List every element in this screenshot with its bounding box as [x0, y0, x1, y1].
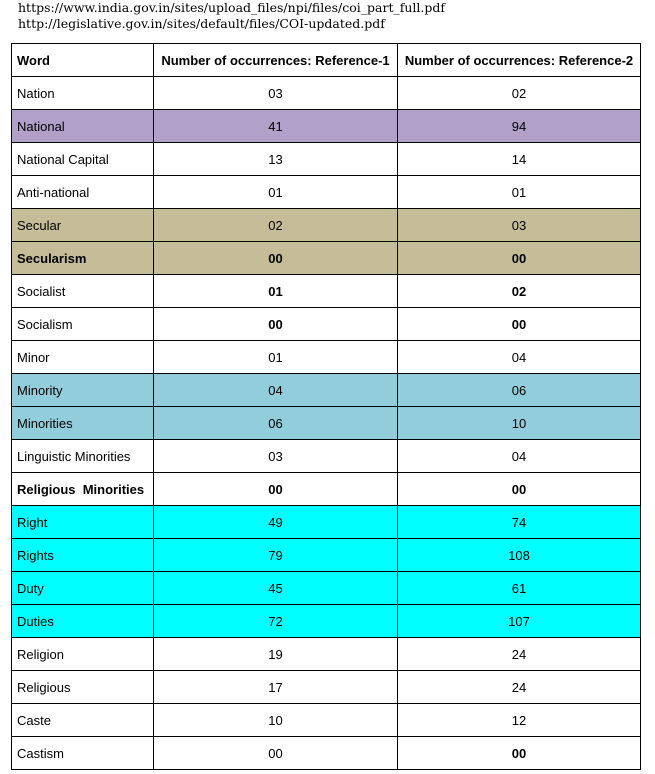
- ref1-cell: 17: [154, 671, 398, 704]
- table-row: [12, 506, 641, 539]
- ref2-cell: 00: [398, 473, 641, 506]
- word-cell: Socialism: [12, 308, 154, 341]
- ref1-cell: 01: [154, 341, 398, 374]
- ref1-cell: 19: [154, 638, 398, 671]
- word-cell: Linguistic Minorities: [12, 440, 154, 473]
- ref2-cell: 00: [398, 242, 641, 275]
- ref1-cell: 45: [154, 572, 398, 605]
- word-cell: National Capital: [12, 143, 154, 176]
- word-cell: Minority: [12, 374, 154, 407]
- ref2-cell: 14: [398, 143, 641, 176]
- table-row: [12, 308, 641, 341]
- table-header-row: [12, 44, 641, 77]
- ref1-cell: 10: [154, 704, 398, 737]
- ref2-cell: 02: [398, 275, 641, 308]
- ref2-cell: 03: [398, 209, 641, 242]
- ref2-cell: 01: [398, 176, 641, 209]
- word-cell: Secularism: [12, 242, 154, 275]
- word-cell: Socialist: [12, 275, 154, 308]
- ref2-cell: 107: [398, 605, 641, 638]
- ref2-cell: 61: [398, 572, 641, 605]
- table-row: [12, 473, 641, 506]
- ref2-cell: 108: [398, 539, 641, 572]
- ref2-cell: 04: [398, 341, 641, 374]
- table-row: [12, 704, 641, 737]
- ref1-cell: 00: [154, 308, 398, 341]
- ref1-cell: 06: [154, 407, 398, 440]
- ref1-cell: 00: [154, 473, 398, 506]
- table-row: [12, 341, 641, 374]
- ref1-cell: 02: [154, 209, 398, 242]
- word-cell: Minor: [12, 341, 154, 374]
- ref1-cell: 00: [154, 242, 398, 275]
- ref2-cell: 04: [398, 440, 641, 473]
- table-row: [12, 539, 641, 572]
- ref1-cell: 41: [154, 110, 398, 143]
- word-cell: Duty: [12, 572, 154, 605]
- ref2-cell: 00: [398, 308, 641, 341]
- reference-link-1[interactable]: https://www.india.gov.in/sites/upload_files/npi/files/coi_part_full.pdf: [18, 0, 446, 15]
- table-row: [12, 671, 641, 704]
- word-cell: Religious: [12, 671, 154, 704]
- ref1-cell: 03: [154, 77, 398, 110]
- header-word: Word: [12, 44, 154, 77]
- ref2-cell: 02: [398, 77, 641, 110]
- word-cell: Caste: [12, 704, 154, 737]
- ref2-cell: 24: [398, 671, 641, 704]
- ref2-cell: 74: [398, 506, 641, 539]
- ref1-cell: 13: [154, 143, 398, 176]
- ref2-cell: 00: [398, 737, 641, 770]
- ref1-cell: 00: [154, 737, 398, 770]
- ref1-cell: 01: [154, 275, 398, 308]
- table-row: [12, 77, 641, 110]
- word-cell: Nation: [12, 77, 154, 110]
- table-row: [12, 440, 641, 473]
- word-occurrence-table: [11, 43, 641, 770]
- ref1-cell: 79: [154, 539, 398, 572]
- table-row: [12, 374, 641, 407]
- ref2-cell: 10: [398, 407, 641, 440]
- word-cell: Anti-national: [12, 176, 154, 209]
- table-row: [12, 242, 641, 275]
- header-reference-2: Number of occurrences: Reference-2: [398, 44, 641, 77]
- word-cell: Right: [12, 506, 154, 539]
- ref1-cell: 49: [154, 506, 398, 539]
- word-cell: Minorities: [12, 407, 154, 440]
- reference-link-2[interactable]: http://legislative.gov.in/sites/default/files/COI-updated.pdf: [18, 16, 385, 31]
- ref1-cell: 03: [154, 440, 398, 473]
- table-row: [12, 737, 641, 770]
- ref1-cell: 01: [154, 176, 398, 209]
- table-row: [12, 638, 641, 671]
- header-reference-1: Number of occurrences: Reference-1: [154, 44, 398, 77]
- word-cell: Rights: [12, 539, 154, 572]
- table-row: [12, 572, 641, 605]
- table-row: [12, 176, 641, 209]
- ref2-cell: 06: [398, 374, 641, 407]
- word-cell: Secular: [12, 209, 154, 242]
- ref1-cell: 04: [154, 374, 398, 407]
- word-cell: National: [12, 110, 154, 143]
- ref1-cell: 72: [154, 605, 398, 638]
- table-row: [12, 605, 641, 638]
- table-row: [12, 209, 641, 242]
- table-row: [12, 275, 641, 308]
- table-row: [12, 110, 641, 143]
- word-cell: Duties: [12, 605, 154, 638]
- word-cell: Religious Minorities: [12, 473, 154, 506]
- reference-links: [18, 0, 445, 32]
- table-row: [12, 143, 641, 176]
- ref2-cell: 24: [398, 638, 641, 671]
- ref2-cell: 94: [398, 110, 641, 143]
- table-row: [12, 407, 641, 440]
- word-cell: Religion: [12, 638, 154, 671]
- ref2-cell: 12: [398, 704, 641, 737]
- word-cell: Castism: [12, 737, 154, 770]
